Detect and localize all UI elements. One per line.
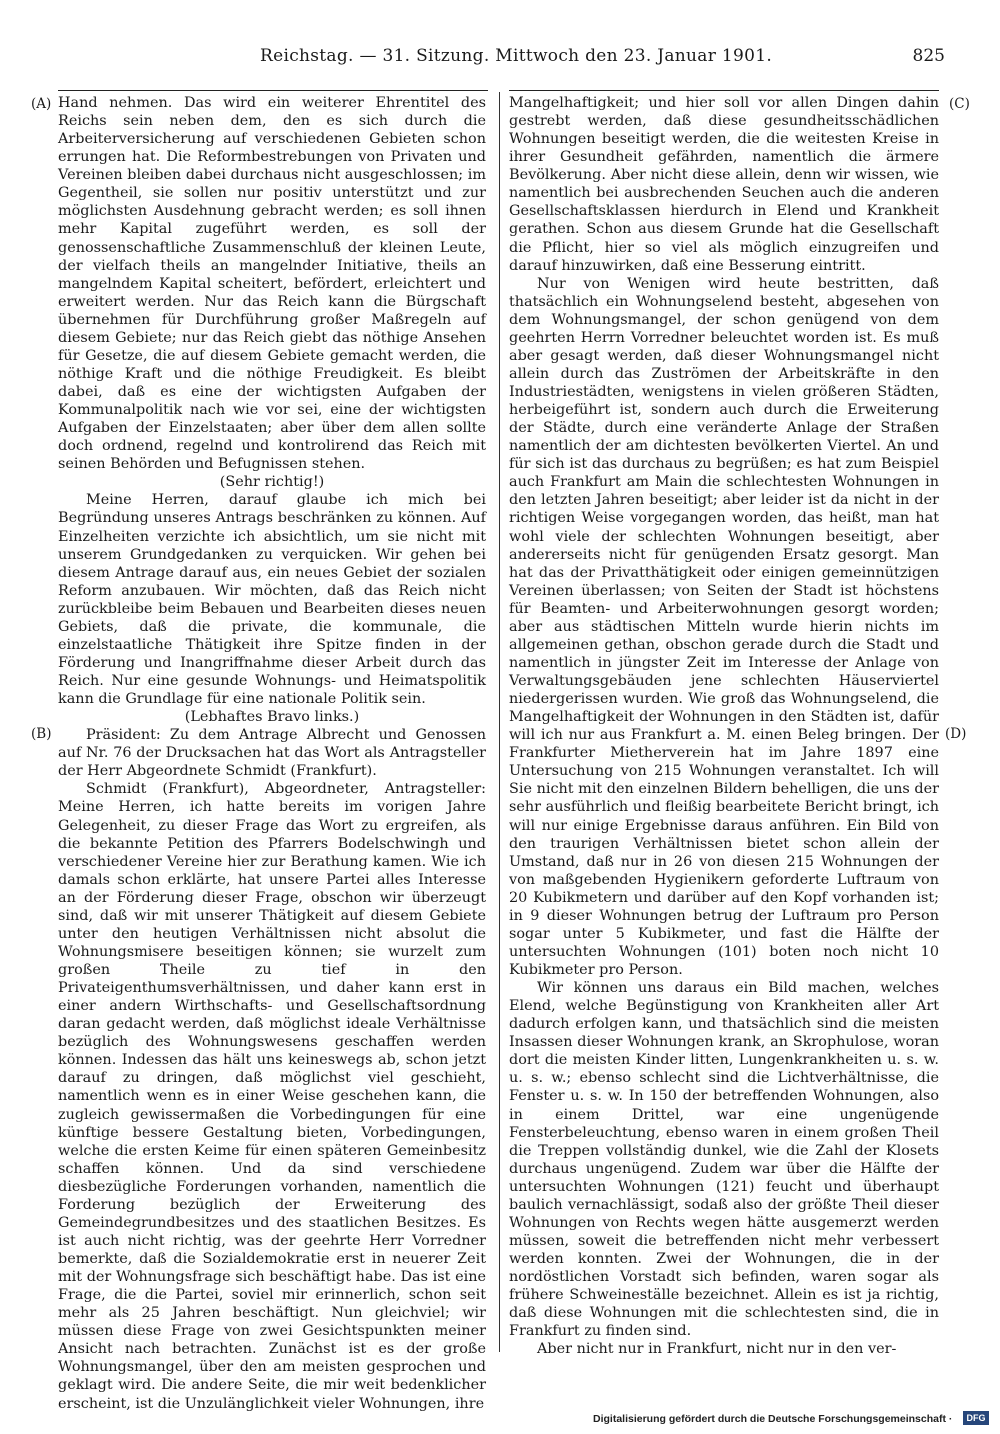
paragraph: Mangelhaftigkeit; und hier soll vor allen Dingen dahin gestrebt werden, daß diese gesundheitsschädlichen Wohnungen beseitigt werden, die die weitesten Kreise in ihrer Gesundheit gefährden, namentlich die ärmere Bevölkerung. Aber nicht diese allein, denn wir wissen, wie namentlich bei ausbrechenden Seuchen auch die anderen Gesellschaftsklassen hierdurch in Elend und Krankheit gerathen. Schon aus diesem Grunde hat die Gesellschaft die Pflicht, hier so viel als möglich einzugreifen und darauf hinzuwirken, daß eine Besserung eintritt.: [509, 95, 939, 274]
digitization-credit: Digitalisierung gefördert durch die Deutsche Forschungsgemeinschaft ·: [593, 1413, 953, 1425]
paragraph: Nur von Wenigen wird heute bestritten, daß thatsächlich ein Wohnungselend besteht, abgesehen von dem Wohnungsmangel, der schon genügend von dem geehrten Herrn Vorredner beleuchtet worden ist. Es muß aber gesagt werden, daß dieser Wohnungsmangel nicht allein durch das Zuströmen der Arbeitskräfte in den Industriestädten, wenigstens in vielen größeren Städten, herbeigeführt ist, sondern auch durch die Erweiterung der Städte, durch eine veränderte Anlage der Straßen namentlich der am dichtesten bevölkerten Viertel. An und für sich ist das durchaus zu begrüßen; es hat zum Beispiel auch Frankfurt am Main die schlechtesten Wohnungen in den letzten Jahren beseitigt; aber leider ist da nicht in der richtigen Weise vorgegangen worden, das heißt, man hat wohl viele der schlechten Wohnungen beseitigt, aber andererseits nicht für genügenden Ersatz gesorgt. Man hat das der Privatthätigkeit oder einigen gemeinnützigen Vereinen überlassen; von Seiten der Stadt ist höchstens für Beamten- und Arbeiterwohnungen gesorgt worden; aber aus städtischen Mitteln wurde hierin nichts im allgemeinen gethan, obschon gerade durch die Stadt und namentlich in jüngster Zeit im Interesse der Anlage von Verwaltungsgebäuden jene schlechten Häuserviertel niedergerissen wurden. Wie groß das Wohnungselend, die Mangelhaftigkeit der Wohnungen in den Städten ist, dafür will ich nur aus Frankfurt a. M. einen Beleg bringen. Der Frankfurter Mietherverein hat im Jahre 1897 eine Untersuchung von 215 Wohnungen veranstaltet. Ich will Sie nicht mit den einzelnen Bildern behelligen, die uns der sehr ausführlich und fleißig bearbeitete Bericht bringt, ich will nur einige Ergebnisse daraus anführen. Ein Bild von den traurigen Verhältnissen bietet schon allein der Umstand, daß nur in 26 von diesen 215 Wohnungen der von maßgebenden Hygienikern geforderte Luftraum von 20 Kubikmetern und darüber auf den Kopf vorhanden ist; in 9 dieser Wohnungen betrug der Luftraum pro Person sogar unter 5 Kubikmeter, und fast die Hälfte der untersuchten Wohnungen (101) boten noch nicht 10 Kubikmeter pro Person.: [509, 275, 939, 978]
paragraph: Wir können uns daraus ein Bild machen, welches Elend, welche Begünstigung von Krankheiten aller Art dadurch erfolgen kann, und thatsächlich sind die meisten Insassen dieser Wohnungen krank, an Skrophulose, woran dort die meisten Kinder litten, Lungenkrankheiten u. s. w. u. s. w.; ebenso schlecht sind die Lichtverhältnisse, die Fenster u. s. w. In 150 der betreffenden Wohnungen, also in einem Drittel, war eine ungenügende Fensterbeleuchtung, ebenso waren in einem großen Theil die Treppen vollständig dunkel, wie die Zahl der Klosets durchaus ungenügend. Zudem war über die Hälfte der untersuchten Wohnungen (121) feucht und überhaupt baulich vernachlässigt, sodaß also der größte Theil dieser Wohnungen von Rechts wegen hätte ausgemerzt werden müssen, soweit die betreffenden nicht mehr verbessert werden konnten. Zwei der Wohnungen, die in der nordöstlichen Vorstadt sich befinden, waren sogar als frühere Schweineställe bezeichnet. Allein es ist ja richtig, daß diese Wohnungen mit die schlechtesten sind, die in Frankfurt zu finden sind.: [509, 980, 939, 1340]
header-rule-left: [58, 90, 488, 91]
header-rule-right: [509, 90, 939, 91]
interjection: (Sehr richtig!): [219, 474, 325, 491]
paragraph: Hand nehmen. Das wird ein weiterer Ehrentitel des Reichs sein neben dem, den es sich durch die Arbeiterversicherung auf verschiedenen Gebieten schon errungen hat. Die Reformbestrebungen von Privaten und Vereinen bleiben dabei durchaus nicht ausgeschlossen; im Gegentheil, sie sollen nur positiv unterstützt und zur möglichsten Ausdehnung gebracht werden; es soll ihnen mehr Kapital zugeführt werden, es soll der genossenschaftliche Zusammenschluß der kleinen Leute, der vielfach theils an mangelnder Initiative, theils an mangelndem Kapital scheitert, befördert, erleichtert und erweitert werden. Nur das Reich kann die Bürgschaft übernehmen für Durchführung großer Maßregeln auf diesem Gebiete; nur das Reich giebt das nöthige Ansehen für Gesetze, die auf diesem Gebiete gemacht werden, die nöthige Kraft und die nöthige Freudigkeit. Es bleibt dabei, daß es eine der wichtigsten Aufgaben der Kommunalpolitik nach wie vor sei, eine der wichtigsten Aufgaben der Einzelstaaten; aber über dem allen sollte doch ordnend, regelnd und kontrolirend das Reich mit seinen Behörden und Befugnissen stehen.: [58, 95, 486, 473]
left-column: [58, 94, 486, 1412]
speaker-paragraph: Schmidt (Frankfurt), Abgeordneter, Antragsteller: Meine Herren, ich hatte bereits im vorigen Jahre Gelegenheit, zu dieser Frage das Wort zu ergreifen, als die bekannte Petition des Pfarrers Bodelschwingh und verschiedener Vereine hier zur Berathung kamen. Wie ich damals schon erklärte, hat unsere Partei alles Interesse an der Förderung dieser Frage, obschon wir überzeugt sind, daß wir mit unserer Thätigkeit auf diesem Gebiete unter den heutigen Verhältnissen nicht absolut die Wohnungsmisere beseitigen können; sie wurzelt zum großen Theile zu tief in den Privateigenthumsverhältnissen, und daher kann erst in einer andern Wirthschafts- und Gesellschaftsordnung daran gedacht werden, daß möglichst ideale Verhältnisse bezüglich des Wohnungswesens geschaffen werden können. Indessen das hält uns keineswegs ab, schon jetzt darauf zu dringen, daß möglichst viel geschieht, namentlich wenn es in einer Weise geschehen kann, die zugleich gewissermaßen die Vorbedingungen für eine künftige bessere Gestaltung bieten, Vorbedingungen, welche die ersten Keime für einen späteren Gemeinbesitz schaffen können. Und da sind verschiedene diesbezügliche Forderungen vorhanden, namentlich die Forderung bezüglich der Erweiterung des Gemeindegrundbesitzes und des staatlichen Besitzes. Es ist auch nicht richtig, was der geehrte Herr Vorredner bemerkte, daß die Sozialdemokratie erst in neuerer Zeit mit der Wohnungsfrage sich beschäftigt habe. Das ist eine Frage, die die Partei, soviel mir erinnerlich, schon seit mehr als 25 Jahren beschäftigt. Nun gleichviel; wir müssen diese Frage von zwei Gesichtspunkten meiner Ansicht nach betrachten. Zunächst ist es der große Wohnungsmangel, über den am meisten gesprochen und geklagt wird. Die andere Seite, die mir weit bedenklicher erscheint, ist die Unzulänglichkeit vieler Wohnungen, ihre: [58, 781, 486, 1412]
margin-marker-a: (A): [31, 96, 52, 112]
paragraph: Aber nicht nur in Frankfurt, nicht nur in den ver-: [537, 1341, 897, 1358]
margin-marker-d: (D): [945, 726, 967, 742]
paragraph: Meine Herren, darauf glaube ich mich bei Begründung unseres Antrags beschränken zu können. Auf Einzelheiten verzichte ich absichtlich, um sie nicht mit unserem Grundgedanken zu verquicken. Wir gehen bei diesem Antrage darauf aus, ein neues Gebiet der sozialen Reform anzubauen. Wir möchten, daß das Reich nicht zurückbleibe beim Bebauen und Bearbeiten dieses neuen Gebiets, daß die private, die kommunale, die einzelstaatliche Thätigkeit ihre Spitze finden in der Förderung und Inangriffnahme dieser Arbeit durch das Reich. Nur eine gesunde Wohnungs- und Heimatspolitik kann die Grundlage für eine nationale Politik sein.: [58, 492, 486, 708]
right-column: [509, 94, 939, 1358]
dfg-logo-icon: DFG: [963, 1411, 989, 1425]
page-header: [60, 46, 945, 70]
speaker-paragraph: Präsident: Zu dem Antrage Albrecht und Genossen auf Nr. 76 der Drucksachen hat das Wort als Antragsteller der Herr Abgeordnete Schmidt (Frankfurt).: [58, 727, 486, 780]
column-divider: [499, 92, 500, 1352]
running-title: Reichstag. — 31. Sitzung. Mittwoch den 23. Januar 1901.: [260, 46, 773, 66]
page-number: 825: [912, 46, 945, 66]
interjection: (Lebhaftes Bravo links.): [184, 709, 360, 726]
margin-marker-c: (C): [949, 96, 970, 112]
margin-marker-b: (B): [31, 726, 52, 742]
